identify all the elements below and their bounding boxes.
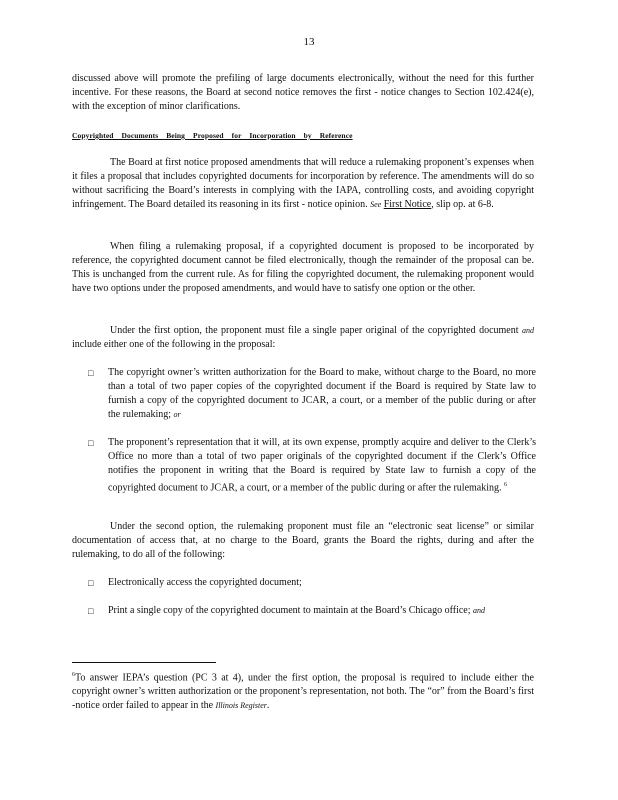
page-number: 13: [303, 36, 315, 48]
list-item-text: [108, 366, 536, 422]
print-text: Print a single copy of the copyrighted document to maintain at the Board’s Chicago office;: [108, 605, 471, 616]
journal-title: Illinois Register: [215, 701, 267, 711]
footnote-marker: 6: [504, 482, 508, 488]
paragraph-first-notice: [72, 156, 534, 212]
list-item-representation: [88, 436, 536, 495]
list-item-text: [108, 436, 536, 495]
checkbox-bullet-icon: □: [88, 438, 94, 448]
first-notice-citation: First Notice: [383, 199, 432, 210]
checkbox-bullet-icon: □: [88, 578, 94, 588]
footnote-divider: [72, 662, 216, 663]
slip-op-reference: , slip op. at 6-8.: [431, 199, 494, 210]
paragraph-second-option: Under the second option, the rulemaking proponent must file an “electronic seat license” or similar documentation of access that, at no charge to the Board, grants the Board the rights, during and after the rulemaking, to do all of the following:: [72, 521, 534, 560]
and-emphasis: and: [473, 606, 486, 615]
paragraph-first-notice-text: The Board at first notice proposed amendments that will reduce a rulemaking proponent’s expenses when it files a proposal that includes copyrighted documents for incorporation by reference. The amendments will do so without sacrificing the Board’s interests in complying with the IAPA, controlling costs, and avoiding copyright infringement. The Board detailed its reasoning in its first - notice opinion.: [72, 157, 534, 210]
footnote: [72, 668, 534, 713]
or-emphasis: or: [173, 410, 181, 419]
list-item-access: [88, 576, 536, 590]
first-option-text: Under the first option, the proponent must file a single paper original of the copyrighted document: [110, 325, 519, 336]
list-item-authorization: [88, 366, 536, 422]
list-item-text: [108, 576, 536, 590]
and-emphasis: and: [522, 326, 534, 335]
access-text: Electronically access the copyrighted document;: [108, 577, 302, 588]
first-option-text-end: include either one of the following in the proposal:: [72, 339, 276, 350]
paragraph-first-option: [72, 324, 534, 352]
checkbox-bullet-icon: □: [88, 368, 94, 378]
paragraph-prefiling: discussed above will promote the prefiling of large documents electronically, without the need for this further incentive. For these reasons, the Board at second notice removes the first - notice changes to Section 102.424(e), with the exception of minor clarifications.: [72, 73, 534, 112]
footnote-end: .: [266, 700, 270, 712]
list-item-print: [88, 604, 536, 618]
section-heading: Copyrighted Documents Being Proposed for Incorporation by Reference: [72, 131, 353, 140]
footnote-number: 6: [72, 672, 75, 678]
paragraph-filing: When filing a rulemaking proposal, if a copyrighted document is proposed to be incorporated by reference, the copyrighted document cannot be filed electronically, though the remainder of the proposal can be. This is unchanged from the current rule. As for filing the copyrighted document, the rulemaking proponent would have two options under the proposed amendments, and would have to satisfy one option or the other.: [72, 241, 534, 294]
list-item-text: [108, 604, 536, 618]
see-signal: See: [370, 200, 382, 209]
authorization-text: The copyright owner’s written authorization for the Board to make, without charge to the Board, no more than a total of two paper copies of the copyrighted document if the Board is required by State law to furnish a copy of the copyrighted document to JCAR, a court, or a member of the public during or after the rulemaking;: [108, 367, 536, 420]
footnote-text: To answer IEPA’s question (PC 3 at 4), under the first option, the proposal is required to include either the copyright owner’s written authorization or the proponent’s representation, not both. The “or” from the Board’s first -notice order failed to appear in the: [72, 672, 534, 712]
representation-text: The proponent’s representation that it will, at its own expense, promptly acquire and deliver to the Clerk’s Office no more than a total of two paper originals of the copyrighted document if the Clerk’s Office notifies the proponent in writing that the Board is required by State law to furnish a copy of the copyrighted document to JCAR, a court, or a member of the public during or after the rulemaking.: [108, 437, 536, 494]
checkbox-bullet-icon: □: [88, 606, 94, 616]
